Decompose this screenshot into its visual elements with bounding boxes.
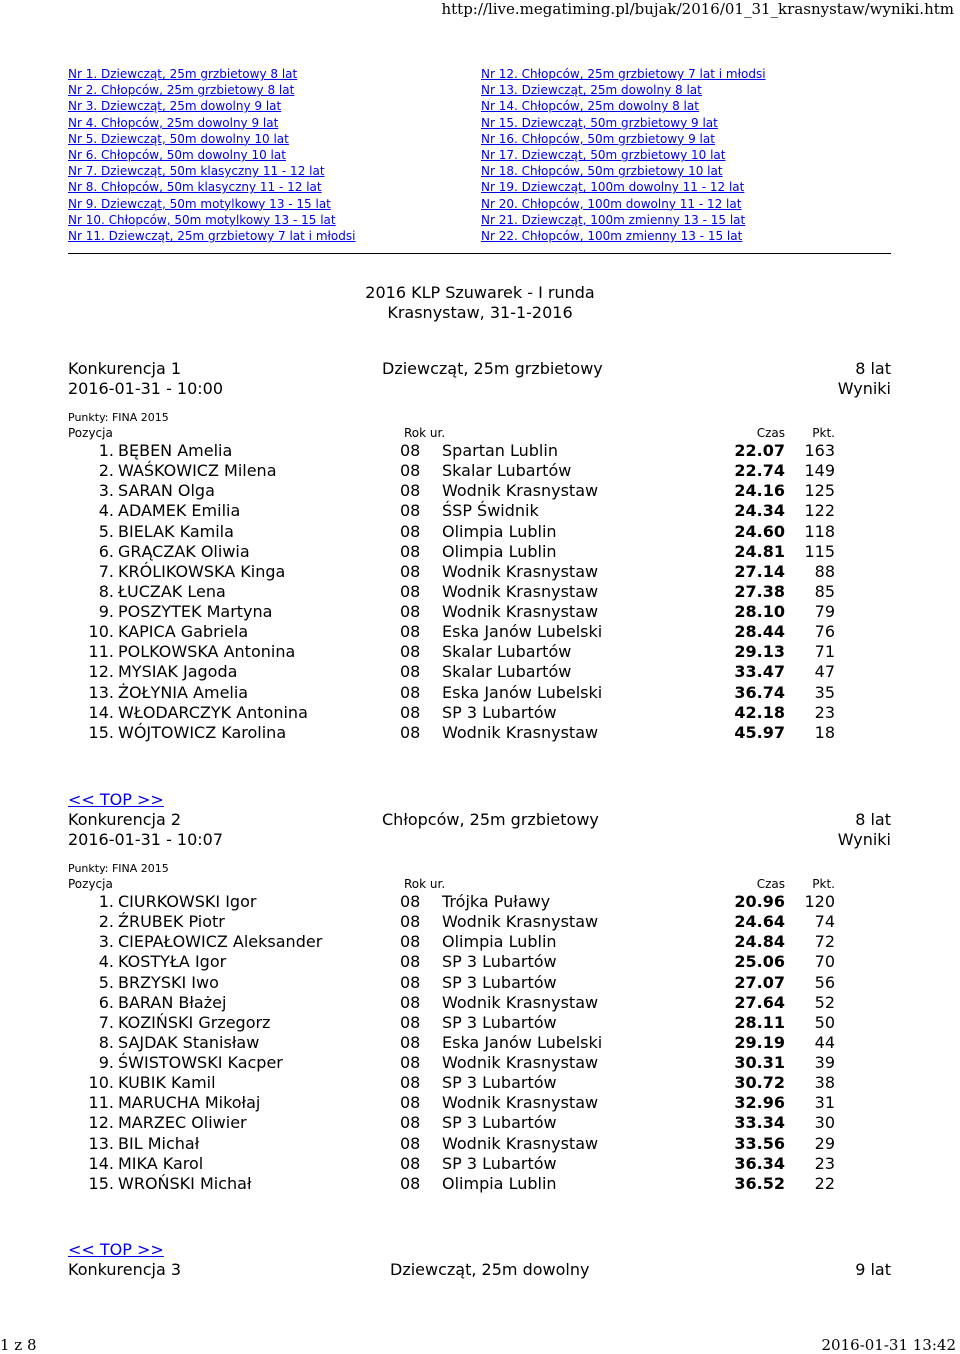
birth-year: 08	[400, 1173, 421, 1193]
toc-link[interactable]: Nr 4. Chłopców, 25m dowolny 9 lat	[68, 115, 279, 130]
result-time: 36.52	[734, 1173, 785, 1193]
toc-link[interactable]: Nr 9. Dziewcząt, 50m motylkowy 13 - 15 lat	[68, 196, 331, 211]
result-time: 27.14	[734, 561, 785, 581]
result-time: 33.56	[734, 1133, 785, 1153]
swimmer-name: POLKOWSKA Antonina	[118, 642, 296, 662]
result-row	[68, 932, 891, 952]
result-row	[68, 642, 891, 662]
club-name: SP 3 Lubartów	[442, 1153, 557, 1173]
swimmer-name: WAŚKOWICZ Milena	[118, 461, 277, 481]
result-row	[68, 622, 891, 642]
page-number: 1 z 8	[0, 1336, 37, 1354]
result-time: 28.10	[734, 602, 785, 621]
swimmer-name: SARAN Olga	[118, 481, 215, 501]
birth-year: 08	[400, 722, 421, 742]
result-place: 9.	[98, 1053, 114, 1072]
result-points: 23	[814, 1153, 835, 1173]
birth-year: 08	[400, 932, 421, 952]
header-points: Pkt.	[812, 877, 835, 891]
result-points: 56	[814, 972, 835, 992]
club-name: Trójka Puławy	[442, 892, 551, 911]
swimmer-name: BARAN Błażej	[118, 992, 227, 1012]
toc-link[interactable]: Nr 21. Dziewcząt, 100m zmienny 13 - 15 lat	[481, 212, 746, 227]
club-name: Eska Janów Lubelski	[442, 622, 603, 642]
result-time: 22.07	[734, 441, 785, 460]
result-row	[68, 723, 891, 743]
result-place: 7.	[98, 1012, 114, 1032]
birth-year: 08	[400, 541, 421, 561]
swimmer-name: WŁODARCZYK Antonina	[118, 702, 308, 722]
result-row	[68, 1033, 891, 1053]
result-place: 11.	[88, 642, 114, 662]
event-label: Konkurencja 3	[68, 1260, 182, 1279]
birth-year: 08	[400, 1073, 421, 1093]
event-section	[68, 359, 891, 743]
result-place: 4.	[98, 501, 114, 521]
result-row	[68, 481, 891, 501]
result-place: 10.	[88, 1073, 114, 1093]
header-time: Czas	[756, 426, 785, 440]
event-status: Wyniki	[837, 379, 891, 398]
result-place: 7.	[98, 561, 114, 581]
result-row	[68, 1174, 891, 1194]
header-year: Rok ur.	[404, 426, 446, 440]
event-datetime: 2016-01-31 - 10:00	[68, 379, 224, 398]
club-name: ŚSP Świdnik	[442, 501, 539, 521]
result-time: 24.84	[734, 932, 785, 952]
result-points: 118	[804, 521, 835, 541]
toc-link[interactable]: Nr 11. Dziewcząt, 25m grzbietowy 7 lat i młodsi	[68, 229, 356, 244]
swimmer-name: CIEPAŁOWICZ Aleksander	[118, 932, 323, 952]
scoring-note: Punkty: FINA 2015	[68, 411, 169, 424]
toc-link[interactable]: Nr 17. Dziewcząt, 50m grzbietowy 10 lat	[481, 148, 726, 163]
birth-year: 08	[400, 581, 421, 601]
result-row	[68, 562, 891, 582]
result-points: 38	[814, 1073, 835, 1093]
result-time: 36.74	[734, 682, 785, 702]
toc-link[interactable]: Nr 1. Dziewcząt, 25m grzbietowy 8 lat	[68, 67, 298, 81]
result-place: 15.	[88, 722, 114, 742]
result-place: 14.	[88, 702, 114, 722]
result-points: 47	[814, 662, 835, 682]
swimmer-name: KAPICA Gabriela	[118, 622, 249, 642]
result-place: 1.	[98, 441, 114, 460]
result-row	[68, 522, 891, 542]
result-place: 4.	[98, 952, 114, 972]
result-points: 29	[814, 1133, 835, 1153]
club-name: Wodnik Krasnystaw	[442, 481, 599, 501]
club-name: SP 3 Lubartów	[442, 972, 557, 992]
result-time: 28.44	[734, 622, 785, 642]
birth-year: 08	[400, 1133, 421, 1153]
toc-link[interactable]: Nr 8. Chłopców, 50m klasyczny 11 - 12 lat	[68, 180, 322, 195]
result-place: 15.	[88, 1173, 114, 1193]
toc-link[interactable]: Nr 14. Chłopców, 25m dowolny 8 lat	[481, 99, 699, 114]
toc-link[interactable]: Nr 22. Chłopców, 100m zmienny 13 - 15 lat	[481, 229, 743, 244]
event-age: 9 lat	[855, 1260, 891, 1279]
result-place: 2.	[98, 461, 114, 481]
toc-link[interactable]: Nr 7. Dziewcząt, 50m klasyczny 11 - 12 lat	[68, 164, 325, 179]
result-points: 35	[814, 682, 835, 702]
event-datetime: 2016-01-31 - 10:07	[68, 830, 224, 849]
event-name: Dziewcząt, 25m dowolny	[390, 1260, 590, 1279]
result-row	[68, 602, 891, 622]
club-name: Wodnik Krasnystaw	[442, 912, 599, 932]
results-header	[68, 876, 891, 892]
birth-year: 08	[400, 1113, 421, 1133]
result-time: 24.64	[734, 912, 785, 932]
birth-year: 08	[400, 952, 421, 972]
swimmer-name: BĘBEN Amelia	[118, 441, 233, 460]
result-time: 27.64	[734, 992, 785, 1012]
birth-year: 08	[400, 521, 421, 541]
swimmer-name: KRÓLIKOWSKA Kinga	[118, 561, 286, 581]
result-place: 1.	[98, 892, 114, 911]
competition-location-date: Krasnystaw, 31-1-2016	[387, 303, 573, 322]
club-name: Wodnik Krasnystaw	[442, 992, 599, 1012]
result-row	[68, 461, 891, 481]
result-row	[68, 703, 891, 723]
result-points: 122	[804, 501, 835, 521]
top-link[interactable]: << TOP >>	[68, 1240, 164, 1259]
club-name: Skalar Lubartów	[442, 662, 572, 682]
result-row	[68, 662, 891, 682]
top-link[interactable]: << TOP >>	[68, 790, 164, 809]
birth-year: 08	[400, 501, 421, 521]
result-time: 42.18	[734, 702, 785, 722]
result-points: 39	[814, 1053, 835, 1072]
birth-year: 08	[400, 992, 421, 1012]
header-year: Rok ur.	[404, 877, 446, 891]
toc-link[interactable]: Nr 2. Chłopców, 25m grzbietowy 8 lat	[68, 83, 295, 98]
swimmer-name: CIURKOWSKI Igor	[118, 892, 257, 911]
result-time: 27.38	[734, 581, 785, 601]
birth-year: 08	[400, 1093, 421, 1113]
event-label: Konkurencja 2	[68, 810, 182, 829]
toc-link[interactable]: Nr 20. Chłopców, 100m dowolny 11 - 12 lat	[481, 196, 742, 211]
result-row	[68, 1053, 891, 1073]
result-time: 36.34	[734, 1153, 785, 1173]
result-points: 52	[814, 992, 835, 1012]
result-place: 8.	[98, 1032, 114, 1052]
result-points: 22	[814, 1173, 835, 1193]
swimmer-name: GRĄCZAK Oliwia	[118, 541, 250, 561]
swimmer-name: ŻOŁYNIA Amelia	[118, 682, 249, 702]
birth-year: 08	[400, 892, 421, 911]
result-time: 25.06	[734, 952, 785, 972]
club-name: Olimpia Lublin	[442, 932, 557, 952]
swimmer-name: BIELAK Kamila	[118, 521, 234, 541]
header-points: Pkt.	[812, 426, 835, 440]
birth-year: 08	[400, 642, 421, 662]
club-name: Wodnik Krasnystaw	[442, 581, 599, 601]
toc-link[interactable]: Nr 3. Dziewcząt, 25m dowolny 9 lat	[68, 99, 282, 114]
result-row	[68, 1013, 891, 1033]
result-place: 6.	[98, 992, 114, 1012]
result-row	[68, 912, 891, 932]
result-place: 5.	[98, 972, 114, 992]
result-place: 11.	[88, 1093, 114, 1113]
club-name: Eska Janów Lubelski	[442, 682, 603, 702]
result-points: 125	[804, 481, 835, 501]
club-name: SP 3 Lubartów	[442, 1073, 557, 1093]
result-place: 10.	[88, 622, 114, 642]
club-name: Wodnik Krasnystaw	[442, 722, 599, 742]
birth-year: 08	[400, 972, 421, 992]
club-name: Olimpia Lublin	[442, 1173, 557, 1193]
result-row	[68, 501, 891, 521]
result-place: 14.	[88, 1153, 114, 1173]
result-points: 85	[814, 581, 835, 601]
toc-link[interactable]: Nr 10. Chłopców, 50m motylkowy 13 - 15 lat	[68, 212, 336, 227]
result-points: 31	[814, 1093, 835, 1113]
birth-year: 08	[400, 662, 421, 682]
results-table	[68, 892, 891, 1194]
header-time: Czas	[756, 877, 785, 891]
result-points: 74	[814, 912, 835, 932]
toc-link[interactable]: Nr 12. Chłopców, 25m grzbietowy 7 lat i młodsi	[481, 67, 766, 81]
result-row	[68, 952, 891, 972]
result-points: 44	[814, 1032, 835, 1052]
result-time: 22.74	[734, 461, 785, 481]
print-timestamp: 2016-01-31 13:42	[821, 1336, 956, 1354]
result-points: 79	[814, 602, 835, 621]
toc-link[interactable]: Nr 6. Chłopców, 50m dowolny 10 lat	[68, 148, 286, 163]
toc-link[interactable]: Nr 13. Dziewcząt, 25m dowolny 8 lat	[481, 83, 702, 98]
results-header	[68, 425, 891, 441]
result-place: 3.	[98, 481, 114, 501]
birth-year: 08	[400, 912, 421, 932]
swimmer-name: MARUCHA Mikołaj	[118, 1093, 261, 1113]
result-points: 50	[814, 1012, 835, 1032]
club-name: Olimpia Lublin	[442, 521, 557, 541]
result-points: 149	[804, 461, 835, 481]
birth-year: 08	[400, 602, 421, 621]
page-url-header: http://live.megatiming.pl/bujak/2016/01_31_krasnystaw/wyniki.htm	[441, 0, 954, 18]
result-place: 13.	[88, 682, 114, 702]
birth-year: 08	[400, 561, 421, 581]
result-row	[68, 1134, 891, 1154]
event-label: Konkurencja 1	[68, 359, 182, 378]
toc-link[interactable]: Nr 19. Dziewcząt, 100m dowolny 11 - 12 lat	[481, 180, 745, 195]
result-points: 120	[804, 892, 835, 911]
birth-year: 08	[400, 702, 421, 722]
birth-year: 08	[400, 441, 421, 460]
header-position: Pozycja	[68, 426, 113, 440]
result-time: 24.60	[734, 521, 785, 541]
club-name: SP 3 Lubartów	[442, 952, 557, 972]
club-name: Wodnik Krasnystaw	[442, 1133, 599, 1153]
event-status: Wyniki	[837, 830, 891, 849]
swimmer-name: MIKA Karol	[118, 1153, 204, 1173]
event-name: Chłopców, 25m grzbietowy	[382, 810, 599, 829]
birth-year: 08	[400, 682, 421, 702]
club-name: Wodnik Krasnystaw	[442, 1053, 599, 1072]
result-row	[68, 973, 891, 993]
result-time: 30.72	[734, 1073, 785, 1093]
result-time: 33.47	[734, 662, 785, 682]
event-age: 8 lat	[855, 359, 891, 378]
result-points: 70	[814, 952, 835, 972]
swimmer-name: MARZEC Oliwier	[118, 1113, 247, 1133]
toc-link[interactable]: Nr 5. Dziewcząt, 50m dowolny 10 lat	[68, 131, 289, 146]
result-row	[68, 1154, 891, 1174]
result-place: 12.	[88, 662, 114, 682]
result-row	[68, 582, 891, 602]
result-row	[68, 1113, 891, 1133]
club-name: Wodnik Krasnystaw	[442, 602, 599, 621]
birth-year: 08	[400, 461, 421, 481]
result-points: 163	[804, 441, 835, 460]
event-section	[68, 790, 891, 1194]
result-row	[68, 441, 891, 461]
swimmer-name: WÓJTOWICZ Karolina	[118, 722, 287, 742]
result-place: 5.	[98, 521, 114, 541]
club-name: Spartan Lublin	[442, 441, 558, 460]
result-row	[68, 993, 891, 1013]
club-name: Olimpia Lublin	[442, 541, 557, 561]
result-time: 32.96	[734, 1093, 785, 1113]
event-section	[68, 1240, 891, 1280]
scoring-note: Punkty: FINA 2015	[68, 862, 169, 875]
result-points: 88	[814, 561, 835, 581]
result-points: 76	[814, 622, 835, 642]
event-age: 8 lat	[855, 810, 891, 829]
result-place: 3.	[98, 932, 114, 952]
result-points: 71	[814, 642, 835, 662]
swimmer-name: ŁUCZAK Lena	[118, 581, 226, 601]
result-points: 72	[814, 932, 835, 952]
club-name: Skalar Lubartów	[442, 642, 572, 662]
results-table	[68, 441, 891, 743]
result-row	[68, 542, 891, 562]
result-place: 6.	[98, 541, 114, 561]
result-points: 23	[814, 702, 835, 722]
result-time: 29.13	[734, 642, 785, 662]
birth-year: 08	[400, 622, 421, 642]
swimmer-name: KUBIK Kamil	[118, 1073, 216, 1093]
toc-left-column	[68, 66, 355, 244]
club-name: Wodnik Krasnystaw	[442, 561, 599, 581]
birth-year: 08	[400, 1053, 421, 1072]
result-time: 20.96	[734, 892, 785, 911]
club-name: SP 3 Lubartów	[442, 702, 557, 722]
result-time: 24.81	[734, 541, 785, 561]
result-time: 45.97	[734, 722, 785, 742]
result-place: 8.	[98, 581, 114, 601]
result-place: 12.	[88, 1113, 114, 1133]
result-time: 29.19	[734, 1032, 785, 1052]
club-name: Wodnik Krasnystaw	[442, 1093, 599, 1113]
header-position: Pozycja	[68, 877, 113, 891]
birth-year: 08	[400, 1032, 421, 1052]
result-place: 2.	[98, 912, 114, 932]
swimmer-name: ADAMEK Emilia	[118, 501, 241, 521]
swimmer-name: BRZYSKI Iwo	[118, 972, 219, 992]
result-row	[68, 683, 891, 703]
swimmer-name: SAJDAK Stanisław	[118, 1032, 260, 1052]
club-name: SP 3 Lubartów	[442, 1113, 557, 1133]
club-name: SP 3 Lubartów	[442, 1012, 557, 1032]
result-place: 13.	[88, 1133, 114, 1153]
swimmer-name: ŚWISTOWSKI Kacper	[118, 1053, 283, 1072]
result-time: 33.34	[734, 1113, 785, 1133]
swimmer-name: POSZYTEK Martyna	[118, 602, 273, 621]
result-row	[68, 1093, 891, 1113]
birth-year: 08	[400, 1153, 421, 1173]
swimmer-name: KOSTYŁA Igor	[118, 952, 227, 972]
result-place: 9.	[98, 602, 114, 621]
toc-link[interactable]: Nr 15. Dziewcząt, 50m grzbietowy 9 lat	[481, 115, 718, 130]
swimmer-name: ŹRUBEK Piotr	[118, 912, 225, 932]
divider-line	[68, 253, 891, 254]
result-time: 30.31	[734, 1053, 785, 1072]
event-name: Dziewcząt, 25m grzbietowy	[382, 359, 603, 378]
result-points: 115	[804, 541, 835, 561]
birth-year: 08	[400, 1012, 421, 1032]
club-name: Eska Janów Lubelski	[442, 1032, 603, 1052]
result-time: 24.34	[734, 501, 785, 521]
swimmer-name: WROŃSKI Michał	[118, 1173, 252, 1193]
result-time: 28.11	[734, 1012, 785, 1032]
result-row	[68, 1073, 891, 1093]
result-time: 24.16	[734, 481, 785, 501]
result-row	[68, 892, 891, 912]
competition-title: 2016 KLP Szuwarek - I runda	[365, 283, 595, 302]
swimmer-name: BIL Michał	[118, 1133, 200, 1153]
club-name: Skalar Lubartów	[442, 461, 572, 481]
toc-link[interactable]: Nr 16. Chłopców, 50m grzbietowy 9 lat	[481, 131, 715, 146]
swimmer-name: MYSIAK Jagoda	[118, 662, 238, 682]
result-time: 27.07	[734, 972, 785, 992]
result-points: 18	[814, 722, 835, 742]
swimmer-name: KOZIŃSKI Grzegorz	[118, 1012, 271, 1032]
result-points: 30	[814, 1113, 835, 1133]
birth-year: 08	[400, 481, 421, 501]
toc-right-column	[481, 66, 766, 244]
toc-link[interactable]: Nr 18. Chłopców, 50m grzbietowy 10 lat	[481, 164, 723, 179]
